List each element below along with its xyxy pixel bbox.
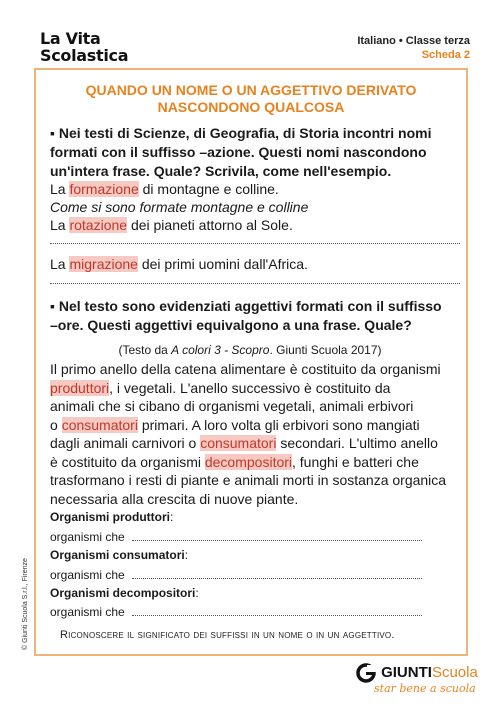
example-sentence xyxy=(50,180,279,198)
sheet-label: Scheda 2 xyxy=(421,49,470,61)
instruction-line: un'intera frase. Quale? Scrivila, come nell'esempio. xyxy=(50,163,392,179)
text: , funghi e batteri che xyxy=(292,453,419,470)
highlighted-word: produttori xyxy=(50,379,110,396)
instruction-line: ▪ Nel testo sono evidenziati aggettivi formati con il suffisso xyxy=(50,298,442,314)
learning-goal: Riconoscere il significato dei suffissi in un nome o in un aggettivo. xyxy=(60,629,395,641)
answer-line[interactable] xyxy=(132,540,422,541)
text: Organismi consumatori xyxy=(50,548,185,562)
highlighted-word: consumatori xyxy=(200,435,277,451)
exercise1-instruction xyxy=(50,124,431,181)
answer-label-decompositori xyxy=(50,586,199,600)
instruction-line: –ore. Questi aggettivi equivalgono a una frase. Quale? xyxy=(50,317,412,333)
highlighted-word: consumatori xyxy=(61,416,138,433)
text: secondari. L'ultimo anello xyxy=(276,435,438,451)
answer-prompt: organismi che xyxy=(50,530,125,544)
subject-label: Italiano • Classe terza xyxy=(357,35,470,47)
text: Organismi decompositori xyxy=(50,586,196,600)
publisher-logo xyxy=(356,662,478,695)
giunti-g-icon xyxy=(356,663,376,683)
publisher-tagline: star bene a scuola xyxy=(374,682,476,695)
instruction-line: ▪ Nei testi di Scienze, di Geografia, di Storia incontri nomi xyxy=(50,125,432,141)
publisher-name xyxy=(381,664,478,681)
passage-line xyxy=(50,453,470,472)
exercise-item xyxy=(50,255,308,273)
brand-line-2: Scolastica xyxy=(40,46,129,65)
text: di montagne e colline. xyxy=(138,181,279,197)
text: La xyxy=(50,256,70,272)
text: (Testo da xyxy=(118,343,172,357)
text: dagli animali carnivori o xyxy=(50,435,201,451)
highlighted-word: decompositori xyxy=(204,453,293,470)
brand-line-1: La Vita xyxy=(40,29,101,48)
text: . Giunti Scuola 2017) xyxy=(269,343,382,357)
passage-line: Il primo anello della catena alimentare è costituito da organismi xyxy=(50,361,441,377)
answer-line[interactable] xyxy=(50,243,460,244)
exercise2-instruction xyxy=(50,297,442,335)
passage-line xyxy=(50,416,470,435)
copyright-credit: © Giunti Scuola S.r.l., Firenze xyxy=(22,558,29,650)
passage-line xyxy=(50,434,470,453)
source-title: A colori 3 - Scopro xyxy=(171,343,270,357)
answer-line[interactable] xyxy=(132,615,422,616)
text: La xyxy=(50,181,70,197)
passage-line xyxy=(50,379,470,398)
title-line-1: QUANDO UN NOME O UN AGGETTIVO DERIVATO xyxy=(85,82,417,98)
text: dei primi uomini dall'Africa. xyxy=(137,256,308,272)
example-answer: Come si sono formate montagne e colline xyxy=(50,199,309,215)
text: : xyxy=(170,510,174,524)
exercise-item xyxy=(50,216,293,234)
title-line-2: NASCONDONO QUALCOSA xyxy=(157,99,345,115)
text: Organismi produttori xyxy=(50,510,170,524)
passage-line: animali che si cibano di organismi vegetali, animali erbivori xyxy=(50,398,414,414)
text: : xyxy=(184,548,189,562)
highlighted-word: migrazione xyxy=(69,256,138,272)
answer-label-produttori xyxy=(50,510,173,524)
text: GIUNTI xyxy=(381,664,432,681)
text: dei pianeti attorno al Sole. xyxy=(127,217,293,233)
text: : xyxy=(195,586,199,600)
passage-line: trasformano i resti di piante e animali morti in sostanza organica xyxy=(50,472,447,488)
highlighted-word: rotazione xyxy=(69,217,128,233)
text: Scuola xyxy=(431,664,478,681)
header-meta xyxy=(357,34,470,62)
highlighted-word: formazione xyxy=(69,181,139,197)
reading-passage xyxy=(50,360,470,508)
answer-label-consumatori xyxy=(50,548,188,562)
answer-line[interactable] xyxy=(50,283,460,284)
text: o xyxy=(50,416,62,433)
passage-line: necessaria alla crescita di nuove piante. xyxy=(50,490,299,507)
text: , i vegetali. L'anello successivo è costituito da xyxy=(109,379,391,396)
worksheet-title xyxy=(34,82,468,116)
text: primari. A loro volta gli erbivori sono mangiati xyxy=(137,416,420,433)
answer-prompt: organismi che xyxy=(50,568,125,582)
brand-logo xyxy=(40,30,128,64)
text: è costituito da organismi xyxy=(50,453,205,470)
answer-line[interactable] xyxy=(132,578,422,579)
text: La xyxy=(50,217,70,233)
answer-prompt: organismi che xyxy=(50,605,125,619)
source-citation xyxy=(0,342,500,358)
instruction-line: formati con il suffisso –azione. Questi nomi nascondono xyxy=(50,144,427,160)
